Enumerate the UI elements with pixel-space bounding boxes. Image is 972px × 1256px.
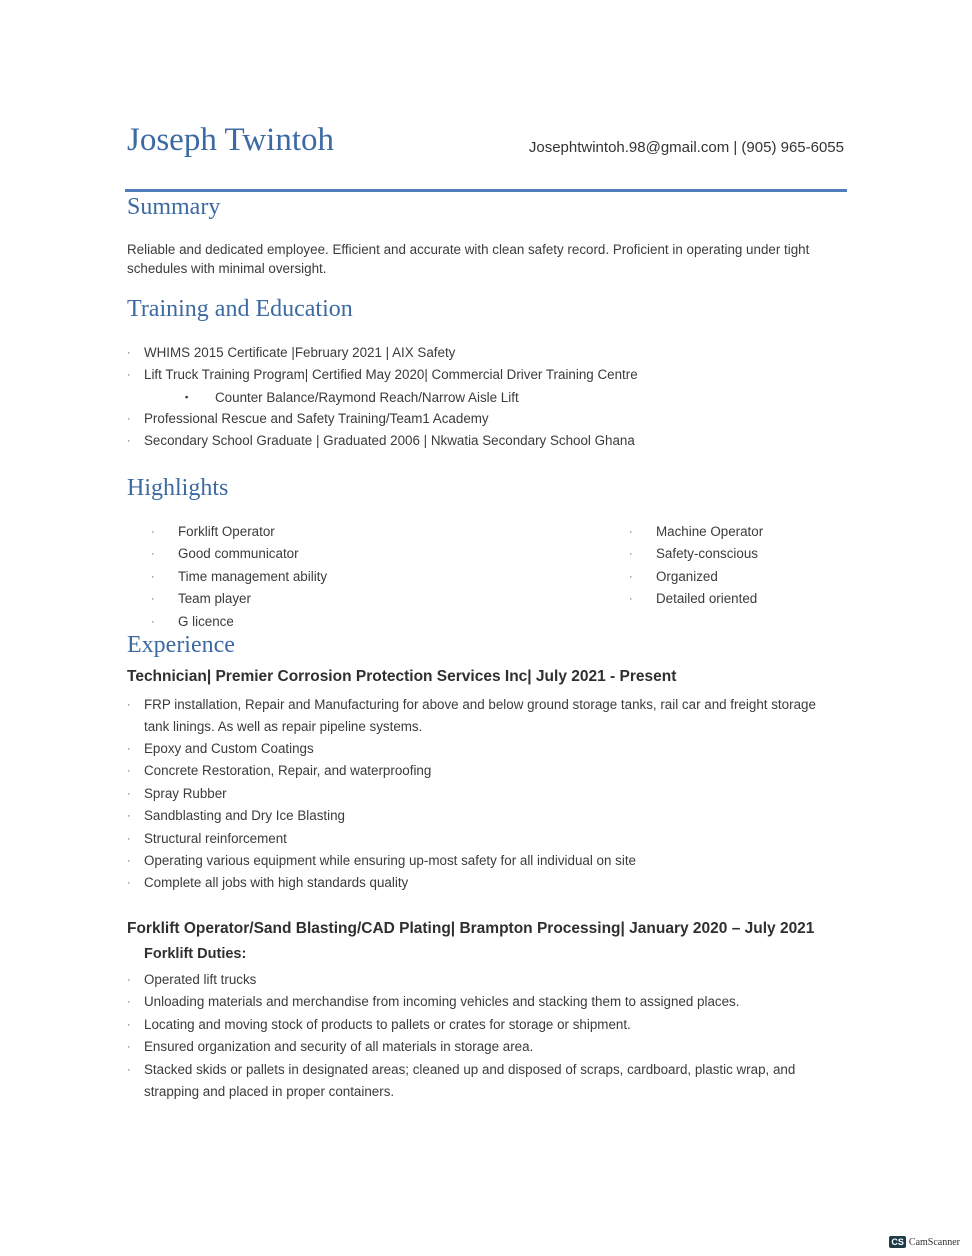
- summary-text: Reliable and dedicated employee. Efficient and accurate with clean safety record. Proficient in operating under tight schedules with minimal oversight.: [127, 242, 810, 276]
- bullet-dot: ·: [127, 435, 131, 448]
- header-divider: [125, 189, 847, 192]
- camscanner-logo-icon: CS: [891, 1237, 904, 1247]
- bullet-dot: ·: [151, 570, 155, 583]
- list-item: · WHIMS 2015 Certificate |February 2021 | AIX Safety: [127, 342, 638, 364]
- bullet-dot: ·: [127, 1063, 131, 1076]
- square-bullet: ▪: [185, 391, 189, 402]
- bullet-dot: ·: [127, 974, 131, 986]
- list-item: · Team player: [151, 588, 327, 610]
- experience-heading: Experience: [127, 632, 235, 658]
- bullet-dot: ·: [151, 593, 155, 606]
- list-item: · Machine Operator: [629, 521, 763, 543]
- bullet-dot: ·: [629, 570, 633, 583]
- list-item: · Forklift Operator: [151, 521, 327, 543]
- list-subitem: ▪ Counter Balance/Raymond Reach/Narrow Aisle Lift: [127, 387, 638, 408]
- summary-heading: Summary: [127, 194, 221, 220]
- camscanner-watermark: [889, 1236, 960, 1248]
- list-item: · Stacked skids or pallets in designated areas; cleaned up and disposed of scraps, cardboard, plastic wrap, and strapping and placed in proper containers.: [127, 1059, 824, 1103]
- bullet-dot: ·: [629, 593, 633, 606]
- contact-info: Josephtwintoh.98@gmail.com | (905) 965-6055: [528, 139, 844, 156]
- bullet-dot: ·: [629, 548, 633, 561]
- list-item: · Operating various equipment while ensuring up-most safety for all individual on site: [127, 850, 824, 872]
- bullet-dot: ·: [151, 548, 155, 561]
- training-heading: Training and Education: [127, 296, 353, 322]
- list-item: · Safety-conscious: [629, 543, 763, 565]
- bullet-dot: ·: [127, 699, 131, 711]
- job-title-forklift-operator: Forklift Operator/Sand Blasting/CAD Plating| Brampton Processing| January 2020 – July 2021: [127, 920, 815, 937]
- bullet-dot: ·: [127, 1018, 131, 1031]
- job-title-technician: Technician| Premier Corrosion Protection Services Inc| July 2021 - Present: [127, 668, 677, 685]
- bullet-dot: ·: [127, 347, 131, 359]
- list-item: · Complete all jobs with high standards quality: [127, 872, 824, 894]
- bullet-dot: ·: [127, 855, 131, 868]
- training-list: [127, 342, 638, 453]
- bullet-dot: ·: [127, 743, 131, 755]
- bullet-dot: ·: [151, 615, 155, 628]
- candidate-name: Joseph Twintoh: [127, 122, 335, 158]
- list-item: · Sandblasting and Dry Ice Blasting: [127, 805, 824, 827]
- list-item: · Time management ability: [151, 566, 327, 588]
- forklift-duties-heading: Forklift Duties:: [144, 946, 247, 962]
- job2-duties-list: [127, 969, 824, 1103]
- bullet-dot: ·: [629, 526, 633, 538]
- bullet-dot: ·: [127, 1041, 131, 1054]
- list-item: · Locating and moving stock of products to pallets or crates for storage or shipment.: [127, 1014, 824, 1036]
- list-item: · Good communicator: [151, 543, 327, 565]
- bullet-dot: ·: [127, 765, 131, 778]
- list-item: · Structural reinforcement: [127, 828, 824, 850]
- bullet-dot: ·: [127, 810, 131, 823]
- bullet-dot: ·: [151, 526, 155, 538]
- list-item: · Detailed oriented: [629, 588, 763, 610]
- list-item: · Epoxy and Custom Coatings: [127, 738, 824, 760]
- list-item: · FRP installation, Repair and Manufacturing for above and below ground storage tanks, rail car and freight storage tank linings. As well as repair pipeline systems.: [127, 694, 824, 738]
- list-item: · Unloading materials and merchandise from incoming vehicles and stacking them to assigned places.: [127, 991, 824, 1013]
- camscanner-text: CamScanner: [908, 1236, 960, 1248]
- list-item: · Lift Truck Training Program| Certified May 2020| Commercial Driver Training Centre: [127, 364, 638, 386]
- list-item: · Secondary School Graduate | Graduated 2006 | Nkwatia Secondary School Ghana: [127, 430, 638, 452]
- list-item: · G licence: [151, 611, 327, 633]
- bullet-dot: ·: [127, 832, 131, 845]
- job1-duties-list: [127, 694, 824, 895]
- highlights-heading: Highlights: [127, 475, 229, 501]
- bullet-dot: ·: [127, 787, 131, 800]
- list-item: · Professional Rescue and Safety Training/Team1 Academy: [127, 408, 638, 430]
- bullet-dot: ·: [127, 412, 131, 425]
- bullet-dot: ·: [127, 877, 131, 890]
- list-item: · Spray Rubber: [127, 783, 824, 805]
- bullet-dot: ·: [127, 996, 131, 1009]
- highlights-left-list: [151, 521, 327, 633]
- list-item: · Operated lift trucks: [127, 969, 824, 991]
- list-item: · Ensured organization and security of all materials in storage area.: [127, 1036, 824, 1058]
- list-item: · Concrete Restoration, Repair, and waterproofing: [127, 760, 824, 782]
- bullet-dot: ·: [127, 369, 131, 382]
- list-item: · Organized: [629, 566, 763, 588]
- highlights-right-list: [629, 521, 763, 611]
